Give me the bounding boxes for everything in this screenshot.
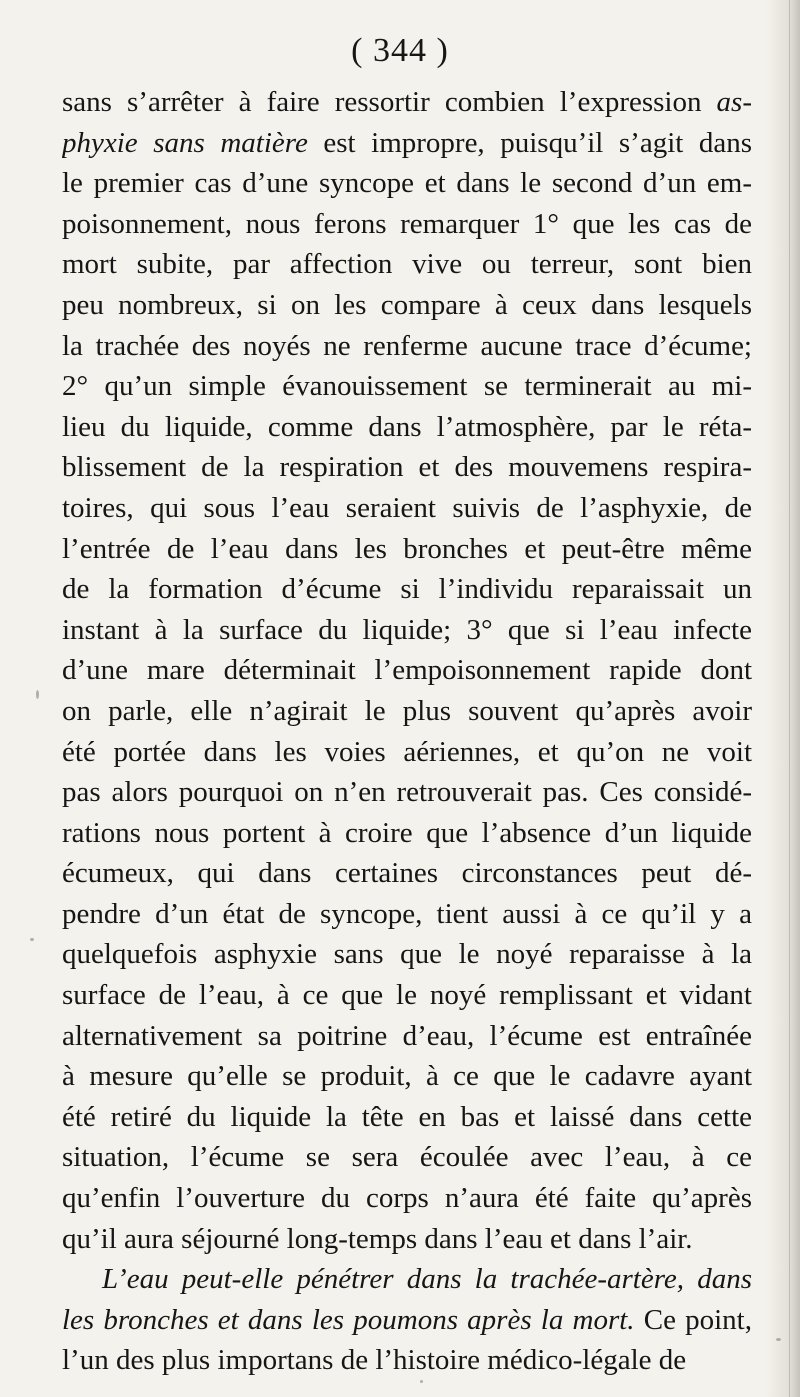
paper-speck [30,938,34,941]
text-line [62,894,752,935]
text-run: à mesure qu’elle se produit, à ce que le cadavre ayant [62,1060,752,1093]
text-run: l’un des plus importans de l’histoire médico-légale de [62,1344,687,1377]
text-run: la trachée des noyés ne renferme aucune trace d’écume; [62,329,752,362]
text-line [62,366,752,407]
text-run: qu’il aura séjourné long-temps dans l’eau et dans l’air. [62,1222,693,1255]
text-run: Ce point, [634,1303,752,1336]
paper-speck [420,1380,423,1383]
text-line [62,813,752,854]
text-run: rations nous portent à croire que l’absence d’un liquide [62,816,752,849]
text-run: poisonnement, nous ferons remarquer 1° que les cas de [62,207,752,240]
text-run: on parle, elle n’agirait le plus souvent qu’après avoir [62,694,752,727]
text-line [62,244,752,285]
text-line [62,732,752,773]
text-run: lieu du liquide, comme dans l’atmosphère, par le réta- [62,410,752,443]
text-line [62,204,752,245]
text-line [62,853,752,894]
text-run: situation, l’écume se sera écoulée avec l’eau, à ce [62,1141,752,1174]
text-line [62,1137,752,1178]
text-run: toires, qui sous l’eau seraient suivis de l’asphyxie, de [62,491,752,524]
text-line [62,569,752,610]
text-line [62,407,752,448]
italic-text: phyxie sans matière [62,126,308,159]
text-run: surface de l’eau, à ce que le noyé remplissant et vidant [62,979,752,1012]
italic-text: les bronches et dans les poumons après la mort. [62,1303,635,1336]
paper-speck [776,1338,781,1341]
text-line [62,934,752,975]
text-run: d’une mare déterminait l’empoisonnement rapide dont [62,654,752,687]
text-run: de la formation d’écume si l’individu reparaissait un [62,573,752,606]
paper-speck [36,690,39,699]
text-run: l’entrée de l’eau dans les bronches et peut-être même [62,532,752,565]
text-line [62,1056,752,1097]
text-line [62,772,752,813]
text-run: 2° qu’un simple évanouissement se terminerait au mi- [62,370,752,403]
text-run: pendre d’un état de syncope, tient aussi à ce qu’il y a [62,897,752,930]
text-run: est impropre, puisqu’il s’agit dans [307,126,752,159]
text-line [62,447,752,488]
text-run: peu nombreux, si on les compare à ceux dans lesquels [62,288,752,321]
text-line [62,1097,752,1138]
text-run: instant à la surface du liquide; 3° que si l’eau infecte [62,613,752,646]
text-run: été retiré du liquide la tête en bas et laissé dans cette [62,1100,752,1133]
text-line [62,163,752,204]
body-text [62,82,752,1381]
text-line [62,1016,752,1057]
text-line [62,488,752,529]
text-run: mort subite, par affection vive ou terreur, sont bien [62,248,752,281]
text-line [62,650,752,691]
text-line [62,691,752,732]
text-run: alternativement sa poitrine d’eau, l’écume est entraînée [62,1019,752,1052]
italic-text: as- [716,86,752,118]
text-run: le premier cas d’une syncope et dans le second d’un em- [62,167,752,200]
page-shadow [766,0,800,1397]
text-run: écumeux, qui dans certaines circonstances peut dé- [62,857,752,890]
text-line [62,1219,752,1260]
page-number: ( 344 ) [351,32,449,69]
page-edge [789,0,790,1397]
text-run: blissement de la respiration et des mouvemens respira- [62,451,752,484]
text-line [62,82,752,123]
text-run: sans s’arrêter à faire ressortir combien l’expression [62,86,717,118]
text-line [62,610,752,651]
text-line [62,529,752,570]
text-line [62,1178,752,1219]
text-run: quelquefois asphyxie sans que le noyé reparaisse à la [62,938,752,971]
text-line [62,1340,752,1381]
text-line [62,975,752,1016]
text-run: été portée dans les voies aériennes, et qu’on ne voit [62,735,752,768]
text-line [62,123,752,164]
text-run: qu’enfin l’ouverture du corps n’aura été faite qu’après [62,1182,752,1215]
text-line [62,326,752,367]
text-line [62,1300,752,1341]
italic-text: L’eau peut-elle pénétrer dans la trachée-artère, dans [102,1263,752,1296]
text-line [62,1259,752,1300]
text-run: pas alors pourquoi on n’en retrouverait pas. Ces considé- [62,776,752,809]
text-line [62,285,752,326]
